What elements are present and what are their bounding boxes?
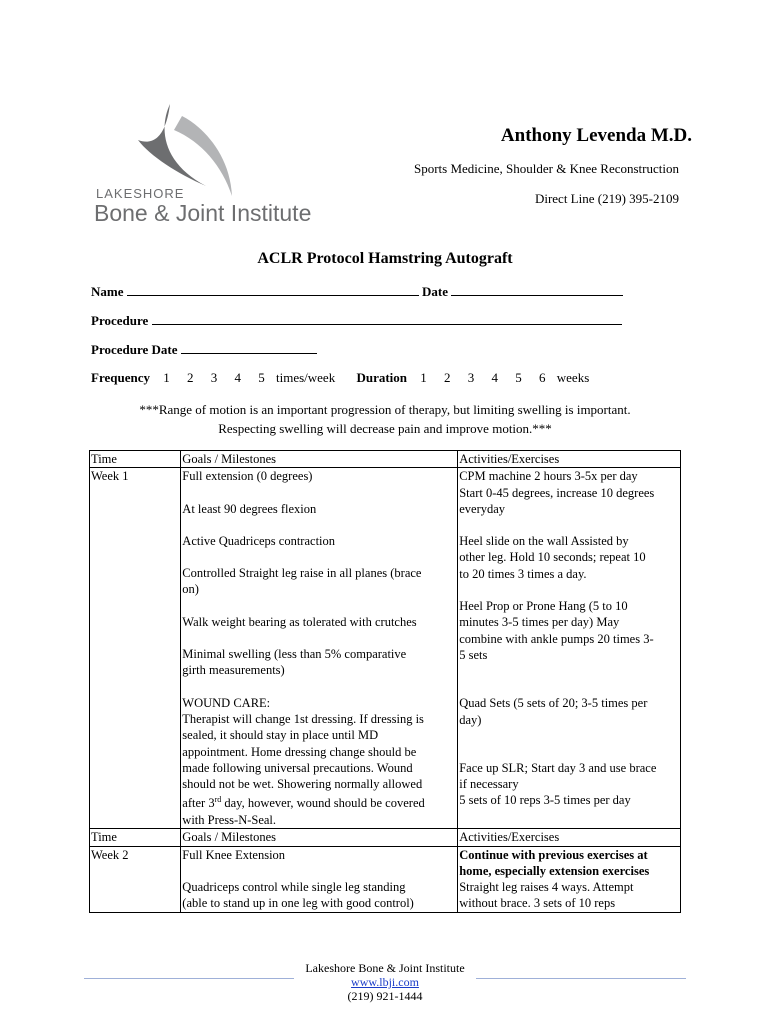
duration-option-2[interactable]: 2 bbox=[444, 370, 451, 385]
cell-line: if necessary bbox=[459, 777, 519, 792]
cell-line: Active Quadriceps contraction bbox=[182, 533, 336, 548]
cell-line bbox=[182, 630, 456, 646]
cell-line: everyday bbox=[459, 501, 506, 516]
cell-line: to 20 times 3 times a day. bbox=[459, 566, 587, 581]
cell-line: 5 sets bbox=[459, 647, 488, 662]
duration-option-4[interactable]: 4 bbox=[491, 370, 499, 385]
procedure-date-field[interactable] bbox=[181, 342, 317, 354]
cell-line: Therapist will change 1st dressing. If dressing is bbox=[182, 711, 424, 726]
week-1-goals bbox=[181, 468, 458, 829]
note-line-2: Respecting swelling will decrease pain and improve motion.*** bbox=[218, 421, 552, 436]
cell-line: appointment. Home dressing change should be bbox=[182, 744, 417, 759]
name-label: Name bbox=[91, 284, 124, 299]
week-1-activities bbox=[458, 468, 681, 829]
cell-line bbox=[459, 679, 679, 695]
cell-line: sealed, it should stay in place until MD bbox=[182, 728, 379, 743]
cell-line: day) bbox=[459, 712, 482, 727]
logo-institute-text: Bone & Joint Institute bbox=[94, 200, 312, 226]
cell-line bbox=[182, 549, 456, 565]
procedure-row bbox=[91, 313, 622, 329]
protocol-title: ACLR Protocol Hamstring Autograft bbox=[257, 250, 513, 267]
cell-line: Full extension (0 degrees) bbox=[182, 469, 313, 484]
week-2-goals bbox=[181, 846, 458, 912]
duration-label: Duration bbox=[356, 370, 408, 385]
cell-line bbox=[459, 663, 679, 679]
cell-line: Straight leg raises 4 ways. Attempt bbox=[459, 880, 634, 895]
cell-line: Quadriceps control while single leg standing bbox=[182, 879, 406, 894]
page-footer bbox=[0, 961, 770, 1003]
footer-phone: (219) 921-1444 bbox=[347, 989, 423, 1003]
cell-line: Quad Sets (5 sets of 20; 3-5 times per bbox=[459, 696, 648, 711]
cell-line: Controlled Straight leg raise in all planes (brace bbox=[182, 566, 422, 581]
range-of-motion-note bbox=[0, 400, 770, 438]
cell-line bbox=[182, 863, 456, 879]
cell-line: WOUND CARE: bbox=[182, 695, 271, 710]
frequency-option-1[interactable]: 1 bbox=[163, 370, 170, 385]
cell-line: home, especially extension exercises bbox=[459, 863, 650, 878]
procedure-field[interactable] bbox=[152, 313, 622, 325]
header-time-2: Time bbox=[90, 829, 181, 846]
table-header-row-2 bbox=[90, 829, 681, 846]
table-row-week-2 bbox=[90, 846, 681, 912]
procedure-date-row bbox=[91, 342, 317, 358]
cell-line: CPM machine 2 hours 3-5x per day bbox=[459, 469, 638, 484]
duration-option-5[interactable]: 5 bbox=[515, 370, 522, 385]
frequency-option-3[interactable]: 3 bbox=[210, 370, 218, 385]
note-line-1: ***Range of motion is an important progression of therapy, but limiting swelling is important. bbox=[139, 402, 631, 417]
table-header-row bbox=[90, 451, 681, 468]
week-2-activities-bold bbox=[459, 847, 679, 880]
header-goals: Goals / Milestones bbox=[181, 451, 458, 468]
footer-institute-name: Lakeshore Bone & Joint Institute bbox=[305, 961, 465, 975]
doctor-specialty: Sports Medicine, Shoulder & Knee Reconstruction bbox=[413, 161, 679, 176]
cell-line bbox=[182, 679, 456, 695]
duration-option-6[interactable]: 6 bbox=[539, 370, 546, 385]
header-time: Time bbox=[90, 451, 181, 468]
cell-line: Full Knee Extension bbox=[182, 847, 286, 862]
week-2-time: Week 2 bbox=[90, 846, 181, 912]
date-label: Date bbox=[422, 284, 448, 299]
doctor-direct-line: Direct Line (219) 395-2109 bbox=[534, 191, 679, 206]
institute-logo bbox=[92, 100, 372, 230]
header-activities-2: Activities/Exercises bbox=[458, 829, 681, 846]
cell-line: after 3rd day, however, wound should be covered bbox=[182, 795, 425, 811]
cell-line bbox=[459, 744, 679, 760]
cell-line bbox=[182, 517, 456, 533]
protocol-table bbox=[89, 450, 681, 913]
frequency-option-5[interactable]: 5 bbox=[258, 370, 265, 385]
week-1-time: Week 1 bbox=[90, 468, 181, 829]
swoosh-logo-icon bbox=[132, 100, 252, 200]
cell-line: Minimal swelling (less than 5% comparative bbox=[182, 647, 407, 662]
cell-line: minutes 3-5 times per day) May bbox=[459, 615, 620, 630]
cell-line: Face up SLR; Start day 3 and use brace bbox=[459, 760, 657, 775]
cell-line bbox=[182, 485, 456, 501]
frequency-row bbox=[91, 370, 603, 386]
cell-line: made following universal precautions. Wound bbox=[182, 760, 413, 775]
frequency-label: Frequency bbox=[91, 370, 150, 385]
cell-line: Start 0-45 degrees, increase 10 degrees bbox=[459, 485, 655, 500]
cell-line: 5 sets of 10 reps 3-5 times per day bbox=[459, 793, 631, 808]
frequency-option-2[interactable]: 2 bbox=[186, 370, 194, 385]
name-date-row bbox=[91, 284, 623, 300]
doctor-name: Anthony Levenda M.D. bbox=[500, 125, 692, 146]
cell-line: combine with ankle pumps 20 times 3- bbox=[459, 631, 654, 646]
cell-line bbox=[182, 598, 456, 614]
week-2-activities bbox=[458, 846, 681, 912]
procedure-date-label: Procedure Date bbox=[91, 342, 178, 357]
cell-line: At least 90 degrees flexion bbox=[182, 501, 317, 516]
cell-line: Continue with previous exercises at bbox=[459, 847, 648, 862]
cell-line bbox=[459, 517, 679, 533]
cell-line: Heel Prop or Prone Hang (5 to 10 bbox=[459, 599, 628, 614]
date-field[interactable] bbox=[451, 284, 623, 296]
header-goals-2: Goals / Milestones bbox=[181, 829, 458, 846]
frequency-option-4[interactable]: 4 bbox=[234, 370, 241, 385]
table-row-week-1 bbox=[90, 468, 681, 829]
name-field[interactable] bbox=[127, 284, 419, 296]
cell-line: without brace. 3 sets of 10 reps bbox=[459, 896, 616, 911]
cell-line: girth measurements) bbox=[182, 663, 285, 678]
frequency-unit: times/week bbox=[275, 370, 336, 385]
week-2-activities-regular bbox=[459, 879, 679, 912]
cell-line: Heel slide on the wall Assisted by bbox=[459, 534, 629, 549]
cell-line bbox=[459, 582, 679, 598]
procedure-label: Procedure bbox=[91, 313, 149, 328]
header-activities: Activities/Exercises bbox=[458, 451, 681, 468]
cell-line: should not be wet. Showering normally allowed bbox=[182, 777, 423, 792]
logo-lakeshore-text: LAKESHORE bbox=[96, 186, 185, 201]
cell-line: (able to stand up in one leg with good control) bbox=[182, 896, 414, 911]
duration-option-1[interactable]: 1 bbox=[420, 370, 427, 385]
cell-line: with Press-N-Seal. bbox=[182, 812, 277, 827]
cell-line: Walk weight bearing as tolerated with crutches bbox=[182, 614, 417, 629]
footer-website-link[interactable]: www.lbji.com bbox=[351, 975, 419, 989]
cell-line: on) bbox=[182, 582, 199, 597]
duration-option-3[interactable]: 3 bbox=[467, 370, 475, 385]
duration-unit: weeks bbox=[556, 370, 590, 385]
cell-line: other leg. Hold 10 seconds; repeat 10 bbox=[459, 550, 646, 565]
cell-line bbox=[459, 728, 679, 744]
